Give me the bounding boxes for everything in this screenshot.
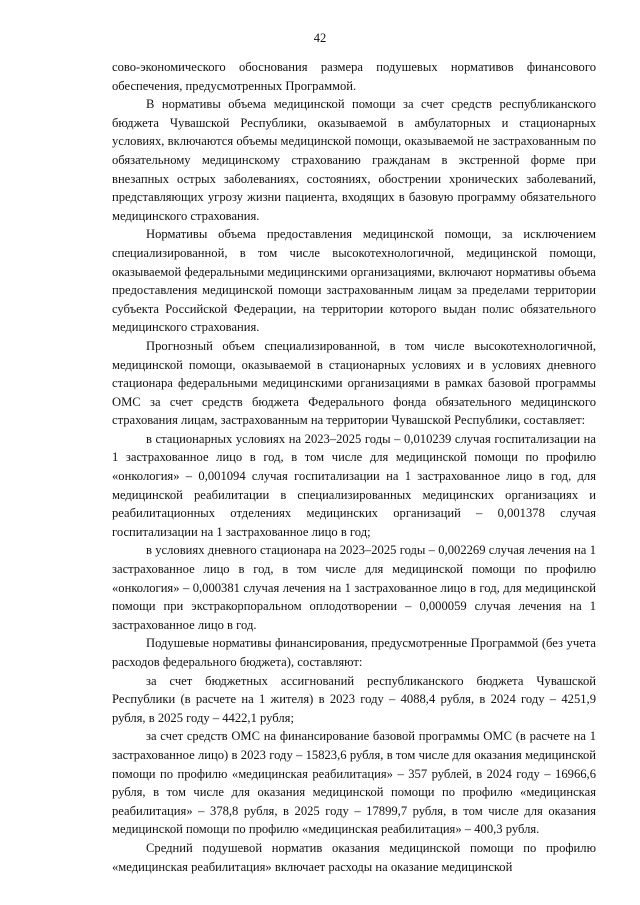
paragraph: Прогнозный объем специализированной, в том числе высокотехнологичной, медицинской помощи, оказываемой в стационарных условиях и в условиях дневного стационара федеральными медицинскими организациями в рамках базовой программы ОМС за счет средств бюджета Федерального фонда обязательного медицинского страхования лицам, застрахованным на территории Чувашской Республики, составляет: — [112, 338, 596, 428]
paragraph: Нормативы объема предоставления медицинской помощи, за исключением специализированной, в том числе высокотехнологичной, медицинской помощи, оказываемой федеральными медицинскими организациями, включают нормативы объема предоставления медицинской помощи застрахованным лицам за пределами территории субъекта Российской Федерации, на территории которого выдан полис обязательного медицинского страхования. — [112, 227, 596, 335]
page-number: 42 — [313, 31, 327, 45]
paragraph: В нормативы объема медицинской помощи за счет средств республиканского бюджета Чувашской Республики, оказываемой в амбулаторных и стационарных условиях, включаются объемы медицинской помощи, оказываемой не застрахованным по обязательному медицинскому страхованию гражданам в экстренной форме при внезапных острых заболеваниях, состояниях, обострении хронических заболеваний, представляющих угрозу жизни пациента, входящих в базовую программу обязательного медицинского страхования. — [112, 97, 596, 223]
paragraph: за счет средств ОМС на финансирование базовой программы ОМС (в расчете на 1 застрахованное лицо) в 2023 году – 15823,6 рубля, в том числе для оказания медицинской помощи по профилю «медицинская реабилитация» – 357 рублей, в 2024 году – 16966,6 рубля, в том числе для оказания медицинской помощи по профилю «медицинская реабилитация» – 378,8 рубля, в 2025 году – 17899,7 рубля, в том числе для оказания медицинской помощи по профилю «медицинская реабилитация» – 400,3 рубля. — [112, 729, 596, 837]
paragraph: в стационарных условиях на 2023–2025 годы – 0,010239 случая госпитализации на 1 застрахованное лицо в год, в том числе для медицинской помощи по профилю «онкология» – 0,001094 случая госпитализации на 1 застрахованное лицо в год, для медицинской реабилитации в специализированных медицинских организациях и реабилитационных отделениях медицинских организаций – 0,001378 случая госпитализации на 1 застрахованное лицо в год; — [112, 431, 596, 539]
paragraph: в условиях дневного стационара на 2023–2025 годы – 0,002269 случая лечения на 1 застрахованное лицо в год, в том числе для медицинской помощи по профилю «онкология» – 0,000381 случая лечения на 1 застрахованное лицо в год, для медицинской помощи при экстракорпоральном оплодотворении – 0,000059 случая лечения на 1 застрахованное лицо в год. — [112, 543, 596, 632]
paragraph: Средний подушевой норматив оказания медицинской помощи по профилю «медицинская реабилитация» включает расходы на оказание медицинской — [112, 840, 596, 874]
paragraph: Подушевые нормативы финансирования, предусмотренные Программой (без учета расходов федерального бюджета), составляют: — [112, 636, 596, 669]
body-text — [112, 58, 596, 876]
paragraph: за счет бюджетных ассигнований республиканского бюджета Чувашской Республики (в расчете на 1 жителя) в 2023 году – 4088,4 рубля, в 2024 году – 4251,9 рубля, в 2025 году – 4422,1 рубля; — [112, 673, 596, 725]
paragraph: сово-экономического обоснования размера подушевых нормативов финансового обеспечения, предусмотренных Программой. — [112, 60, 596, 93]
